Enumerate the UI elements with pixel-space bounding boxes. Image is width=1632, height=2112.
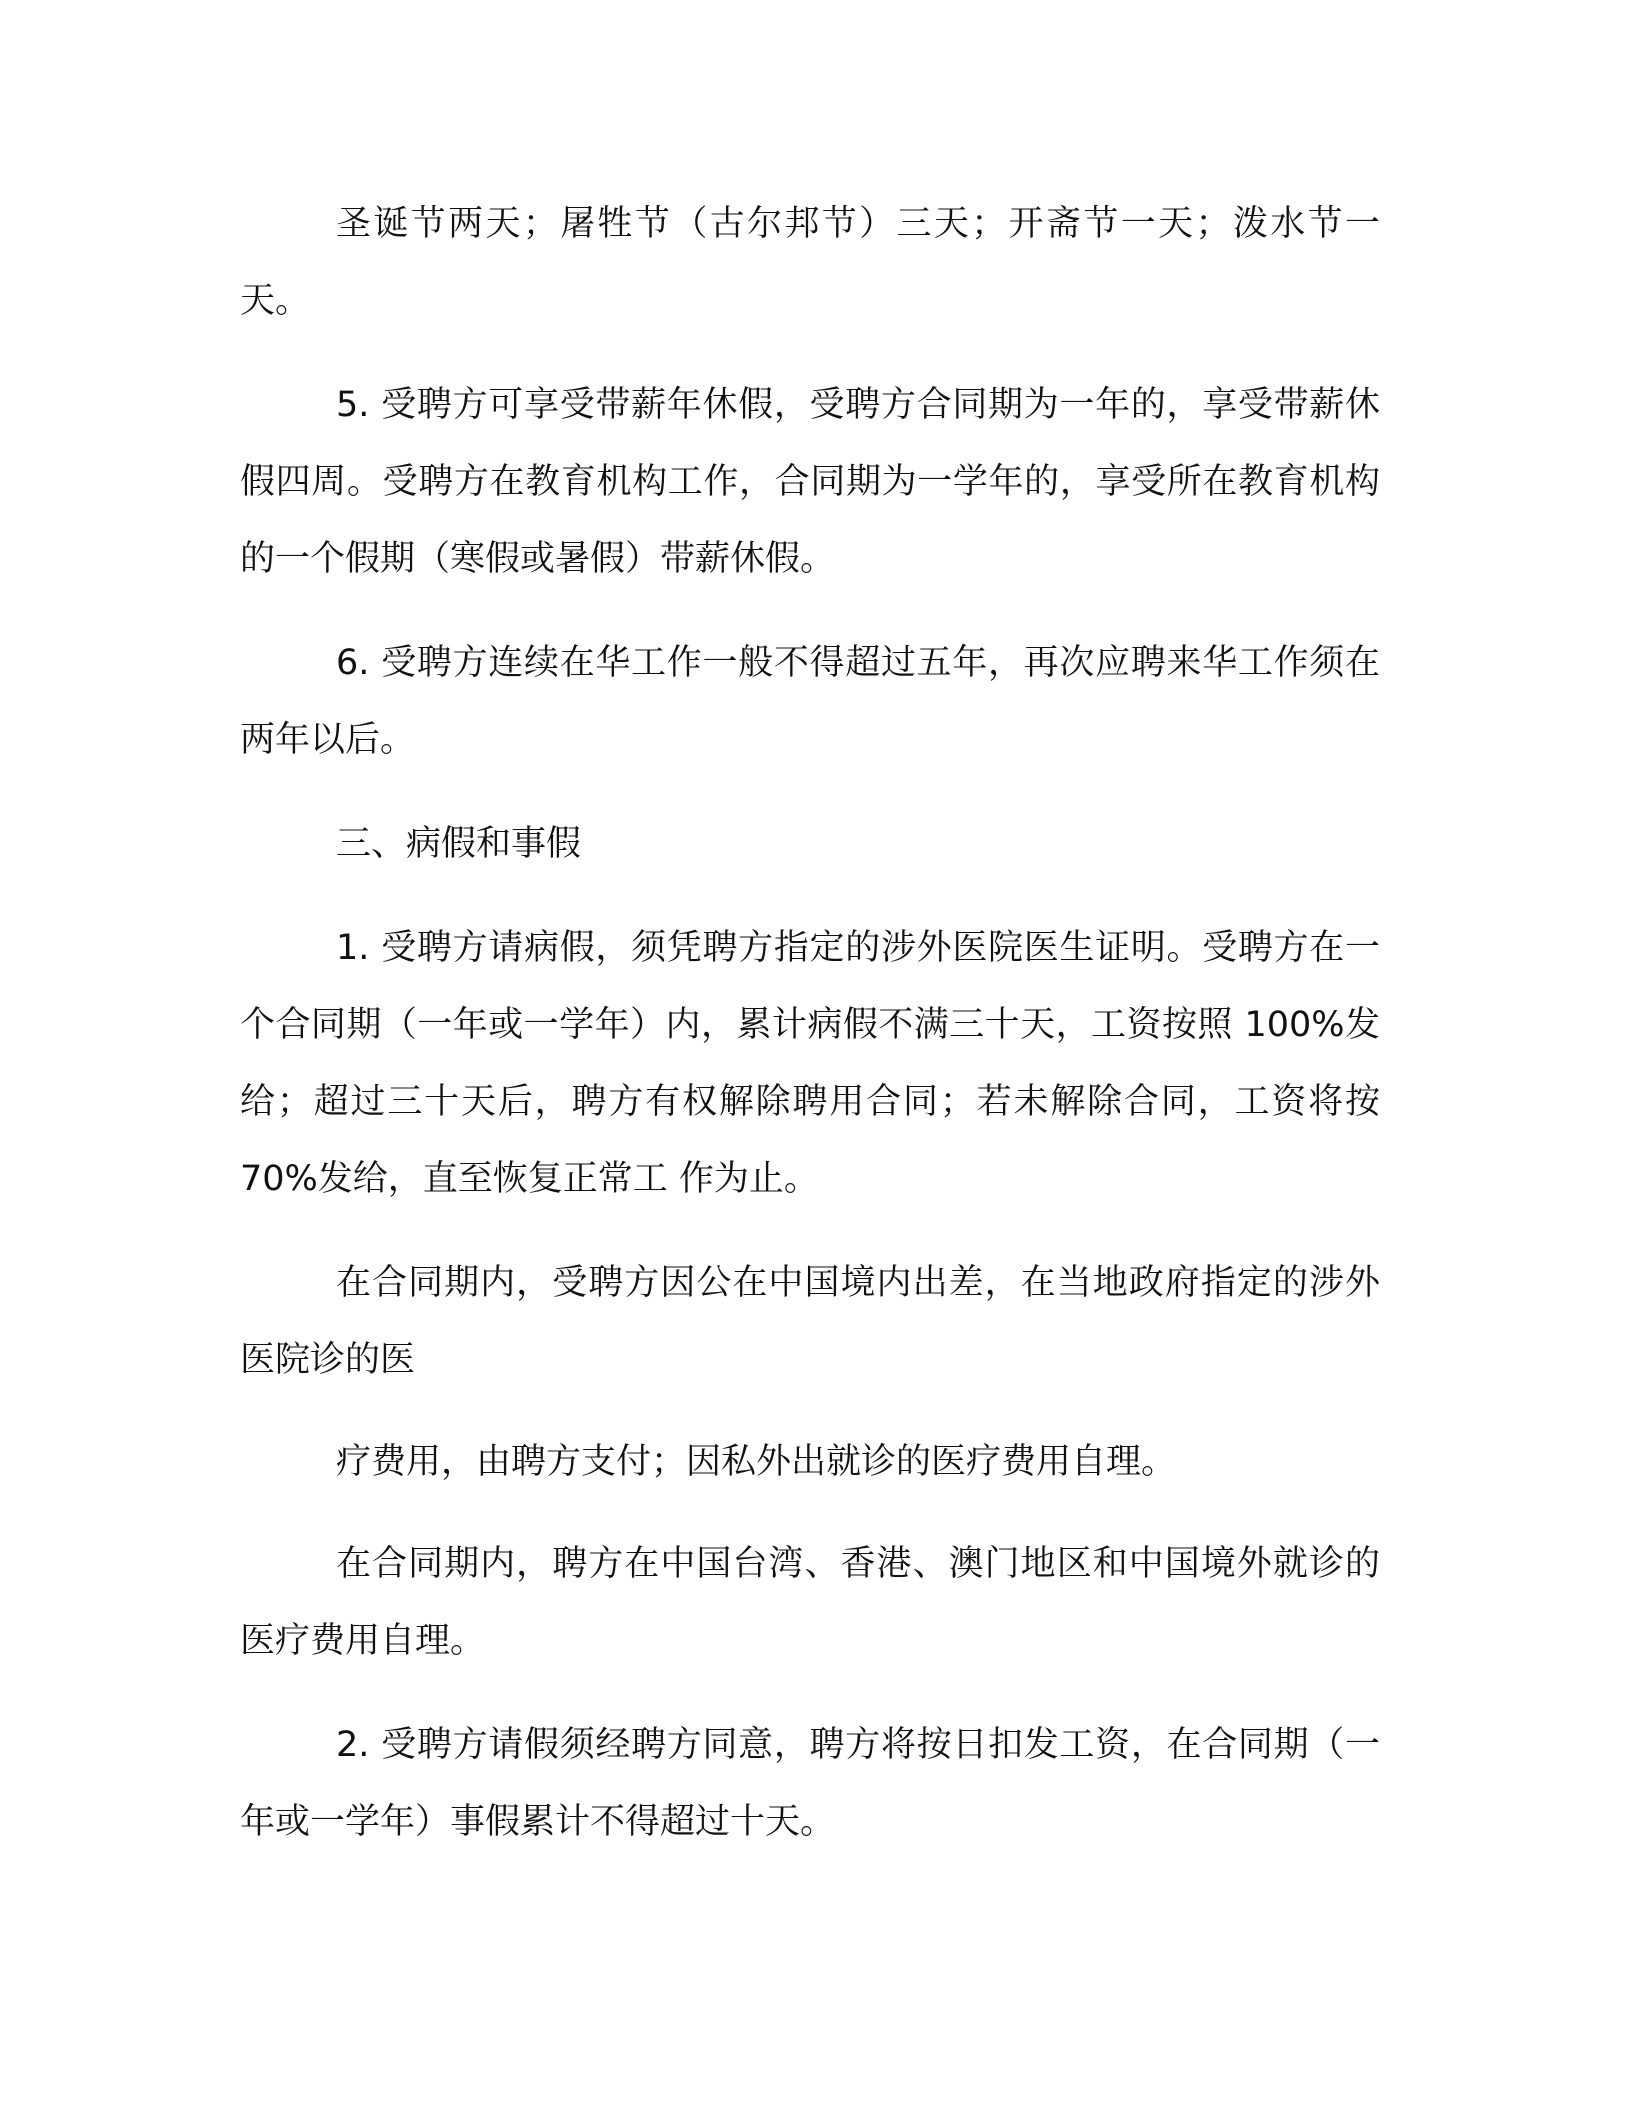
paragraph-personal-leave-2: 2. 受聘方请假须经聘方同意，聘方将按日扣发工资，在合同期（一年或一学年）事假累计不得超过十天。 <box>240 1725 1380 1842</box>
paragraph-business-trip: 在合同期内，受聘方因公在中国境内出差，在当地政府指定的涉外医院诊的医 <box>240 1263 1380 1380</box>
paragraph-overseas-medical: 在合同期内，聘方在中国台湾、香港、澳门地区和中国境外就诊的医疗费用自理。 <box>240 1544 1380 1661</box>
paragraph-clause-6: 6. 受聘方连续在华工作一般不得超过五年，再次应聘来华工作须在两年以后。 <box>240 643 1380 760</box>
paragraph-medical-costs: 疗费用，由聘方支付；因私外出就诊的医疗费用自理。 <box>336 1442 1177 1482</box>
paragraph-holidays: 圣诞节两天；屠牲节（古尔邦节）三天；开斋节一天；泼水节一天。 <box>240 204 1380 321</box>
paragraph-clause-5: 5. 受聘方可享受带薪年休假，受聘方合同期为一年的，享受带薪休假四周。受聘方在教育机构工作，合同期为一学年的，享受所在教育机构的一个假期（寒假或暑假）带薪休假。 <box>240 385 1380 579</box>
document-body <box>240 186 1380 1888</box>
paragraph-sick-leave-1: 1. 受聘方请病假，须凭聘方指定的涉外医院医生证明。受聘方在一个合同期（一年或一学年）内，累计病假不满三十天，工资按照 100%发给；超过三十天后，聘方有权解除聘用合同；若未解除合同，工资将按 70%发给，直至恢复正常工 作为止。 <box>240 928 1380 1199</box>
section-heading-sick-leave: 三、病假和事假 <box>336 824 582 864</box>
